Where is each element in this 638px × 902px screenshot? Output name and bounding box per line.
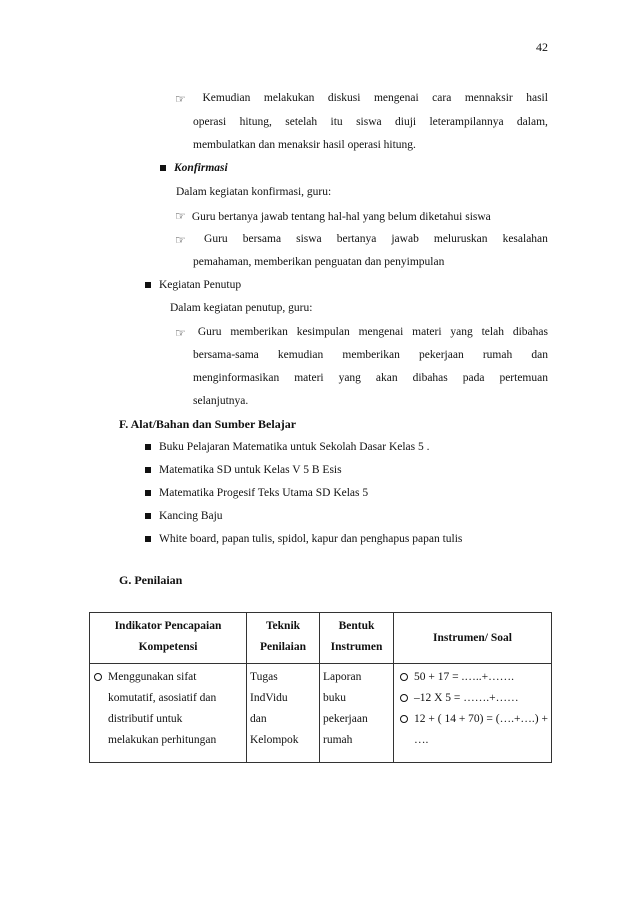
penutup-line3: menginformasikan materi yang akan dibahas pada pertemuan bbox=[193, 372, 548, 384]
hand-pointer-icon: ☞ bbox=[175, 209, 186, 223]
list-item: Matematika Progesif Teks Utama SD Kelas 5 bbox=[145, 487, 368, 499]
konfirmasi-item1: ☞ Guru bertanya jawab tentang hal-hal yang belum diketahui siswa bbox=[175, 209, 491, 223]
circle-bullet-icon bbox=[400, 694, 408, 702]
header-teknik: Teknik Penilaian bbox=[247, 613, 320, 664]
header-indikator: Indikator Pencapaian Kompetensi bbox=[90, 613, 247, 664]
square-bullet-icon bbox=[145, 282, 151, 288]
cell-bentuk: Laporan buku pekerjaan rumah bbox=[320, 664, 394, 763]
konfirmasi-intro: Dalam kegiatan konfirmasi, guru: bbox=[176, 186, 332, 198]
cell-indikator: Menggunakan sifat komutatif, asosiatif dan distributif untuk melakukan perhitungan bbox=[90, 664, 247, 763]
list-item: Kancing Baju bbox=[145, 510, 223, 522]
penutup-intro: Dalam kegiatan penutup, guru: bbox=[170, 302, 313, 314]
square-bullet-icon bbox=[145, 444, 151, 450]
section-g-heading: G. Penilaian bbox=[119, 573, 183, 587]
circle-bullet-icon bbox=[400, 715, 408, 723]
table-row bbox=[90, 664, 552, 763]
konfirmasi-item2-line2: pemahaman, memberikan penguatan dan penyimpulan bbox=[193, 256, 445, 268]
kemudian-line3: membulatkan dan menaksir hasil operasi hitung. bbox=[193, 139, 416, 151]
penutup-heading: Kegiatan Penutup bbox=[145, 279, 241, 291]
cell-instrumen-soal: 50 + 17 = .…..+……. –12 X 5 = …….+…… 12 + ( 14 + 70) = (….+….) + …. bbox=[394, 664, 552, 763]
list-item: Buku Pelajaran Matematika untuk Sekolah Dasar Kelas 5 . bbox=[145, 441, 430, 453]
circle-bullet-icon bbox=[94, 673, 102, 681]
hand-pointer-icon: ☞ bbox=[175, 233, 186, 247]
hand-pointer-icon: ☞ bbox=[175, 326, 186, 340]
header-instrumen-soal: Instrumen/ Soal bbox=[394, 613, 552, 664]
square-bullet-icon bbox=[145, 467, 151, 473]
circle-bullet-icon bbox=[400, 673, 408, 681]
cell-teknik: Tugas IndVidu dan Kelompok bbox=[247, 664, 320, 763]
kemudian-line2: operasi hitung, setelah itu siswa diuji leterampilannya dalam, bbox=[193, 116, 548, 128]
square-bullet-icon bbox=[145, 513, 151, 519]
list-item: Matematika SD untuk Kelas V 5 B Esis bbox=[145, 464, 342, 476]
list-item: White board, papan tulis, spidol, kapur dan penghapus papan tulis bbox=[145, 533, 462, 545]
hand-pointer-icon: ☞ bbox=[175, 92, 186, 106]
section-f-heading: F. Alat/Bahan dan Sumber Belajar bbox=[119, 417, 297, 431]
penutup-line2: bersama-sama kemudian memberikan pekerjaan rumah dan bbox=[193, 349, 548, 361]
square-bullet-icon bbox=[145, 536, 151, 542]
page-number: 42 bbox=[536, 40, 548, 54]
square-bullet-icon bbox=[160, 165, 166, 171]
konfirmasi-item2: ☞ Guru bersama siswa bertanya jawab meluruskan kesalahan bbox=[175, 233, 548, 247]
konfirmasi-heading: Konfirmasi bbox=[160, 162, 228, 174]
assessment-table bbox=[89, 612, 552, 763]
kemudian-item: ☞ Kemudian melakukan diskusi mengenai cara mennaksir hasil bbox=[175, 92, 548, 106]
square-bullet-icon bbox=[145, 490, 151, 496]
penutup-line4: selanjutnya. bbox=[193, 395, 249, 407]
header-bentuk: Bentuk Instrumen bbox=[320, 613, 394, 664]
table-header-row bbox=[90, 613, 552, 664]
penutup-item1: ☞ Guru memberikan kesimpulan mengenai materi yang telah dibahas bbox=[175, 326, 548, 340]
